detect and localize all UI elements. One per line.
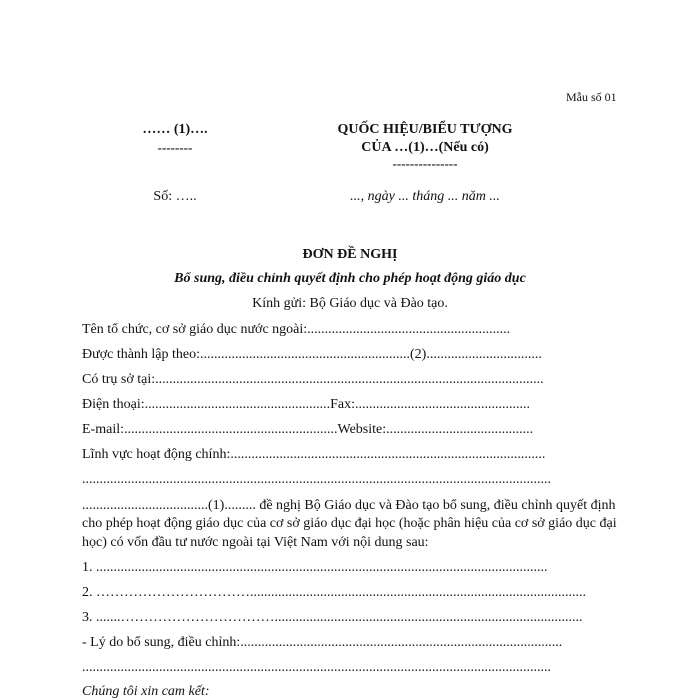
body-line-2: cho phép hoạt động giáo dục của cơ sở giáo dục đại học (hoặc phân hiệu của cơ sở giáo dục đại [82, 516, 617, 531]
document-title: ĐƠN ĐỀ NGHỊ [302, 247, 398, 262]
field-headquarters: Có trụ sở tại:............................................................................................................... [82, 372, 544, 387]
field-email-website: E-mail:.............................................................Website:.......................................... [82, 422, 534, 437]
field-established: Được thành lập theo:............................................................(2)................................. [82, 347, 542, 362]
field-continuation: ...................................................................................................................................... [82, 472, 551, 487]
content-item-1: 1. ................................................................................................................................. [82, 560, 548, 575]
org-placeholder: …… (1)…. [142, 122, 208, 137]
national-title-line1: QUỐC HIỆU/BIỂU TƯỢNG [337, 122, 513, 137]
reason-field: - Lý do bổ sung, điều chỉnh:............................................................................................ [82, 635, 563, 650]
national-underline: --------------- [392, 156, 458, 171]
content-item-2: 2. ……………………………................................................................................................ [82, 585, 586, 600]
field-main-activity: Lĩnh vực hoạt động chính:.......................................................................................... [82, 447, 546, 462]
form-number: Mẫu số 01 [566, 90, 617, 104]
document-number: Số: ….. [153, 189, 197, 204]
body-line-1: ....................................(1)......... đề nghị Bộ Giáo dục và Đào tạo bổ sung, điều chỉnh quyết định [82, 498, 616, 513]
commitment-heading: Chúng tôi xin cam kết: [82, 684, 210, 699]
place-date: ..., ngày ... tháng ... năm ... [350, 189, 500, 204]
reason-continuation: ...................................................................................................................................... [82, 660, 551, 675]
addressee: Kính gửi: Bộ Giáo dục và Đào tạo. [252, 296, 448, 311]
body-line-3: học) có vốn đầu tư nước ngoài tại Việt Nam với nội dung sau: [82, 535, 429, 550]
document-subtitle: Bổ sung, điều chỉnh quyết định cho phép hoạt động giáo dục [174, 271, 526, 286]
field-phone-fax: Điện thoại:.....................................................Fax:.................................................. [82, 397, 530, 412]
national-title-line2: CỦA …(1)…(Nếu có) [361, 140, 489, 155]
content-item-3: 3. .......……………………………........................................................................................ [82, 610, 583, 625]
field-org-name: Tên tổ chức, cơ sở giáo dục nước ngoài:.......................................................... [82, 322, 511, 337]
org-underline: -------- [157, 140, 193, 155]
